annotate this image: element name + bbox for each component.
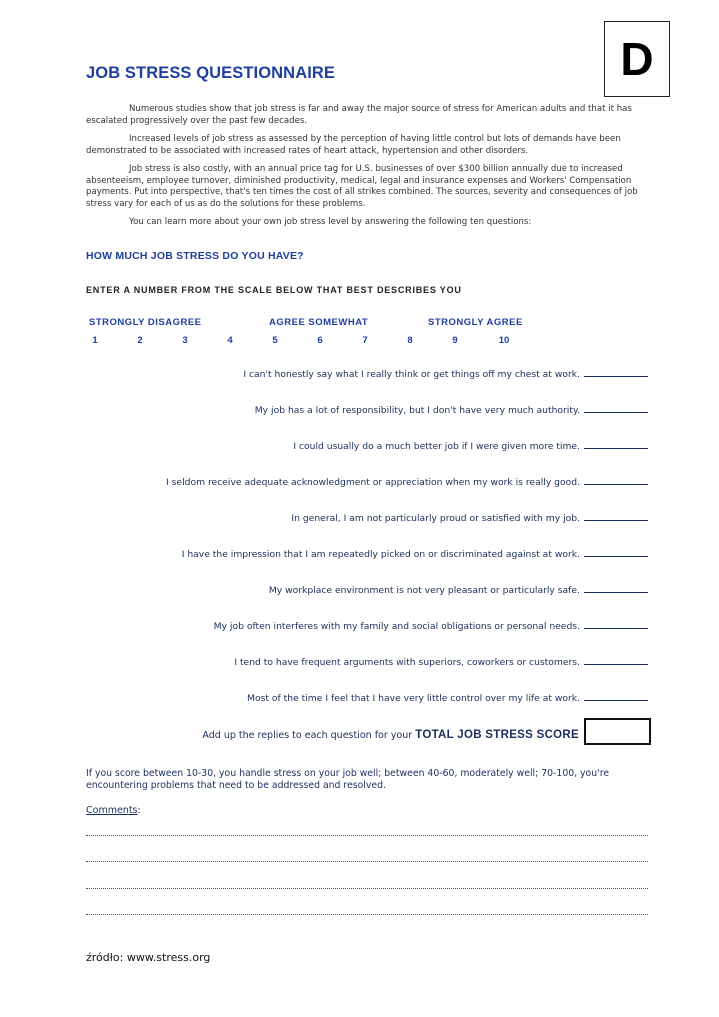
intro-paragraph: Job stress is also costly, with an annual price tag for U.S. businesses of over $300 billion annually due to increased absenteeism, employee turnover, diminished productivity, medical, legal and insurance expenses and Workers' Compensation payments. Put into perspective, that's ten times the cost of all strikes combined. The sources, severity and consequences of job stress vary for each of us as do the solutions for these problems. [86,164,638,209]
question-text: I have the impression that I am repeatedly picked on or discriminated against at work. [181,549,580,560]
question-text: In general, I am not particularly proud or satisfied with my job. [291,513,580,524]
scale-number: 2 [137,335,143,346]
question-row [86,655,648,669]
question-text: I can't honestly say what I really think or get things off my chest at work. [243,369,580,380]
score-interpretation: If you score between 10-30, you handle stress on your job well; between 40-60, moderately well; 70-100, you're encountering problems that need to be addressed and resolved. [86,768,610,791]
intro-paragraph: Numerous studies show that job stress is far and away the major source of stress for American adults and that it has escalated progressively over the past few decades. [86,104,632,126]
scale-label-agree-somewhat: AGREE SOMEWHAT [269,317,369,328]
question-row [86,475,648,489]
comments-label: Comments [86,805,138,816]
page-title: JOB STRESS QUESTIONNAIRE [86,64,336,82]
answer-blank[interactable] [584,691,648,701]
total-score-row [86,729,579,741]
scale-number: 10 [498,335,510,346]
intro-paragraph: Increased levels of job stress as assessed by the perception of having little control but lots of demands have been demonstrated to be associated with increased rates of heart attack, hypertension and other disorders. [86,134,621,156]
source-credit: źródło: www.stress.org [86,951,211,964]
section-badge: D [604,21,670,97]
comment-line[interactable] [86,880,648,889]
scale-number: 5 [272,335,278,346]
answer-blank[interactable] [584,655,648,665]
comments-colon: : [137,805,141,816]
question-text: My workplace environment is not very pleasant or particularly safe. [268,585,580,596]
answer-blank[interactable] [584,475,648,485]
question-row [86,367,648,381]
answer-blank[interactable] [584,547,648,557]
scale-number: 8 [407,335,413,346]
question-row [86,691,648,705]
question-text: Most of the time I feel that I have very little control over my life at work. [247,693,580,704]
question-text: My job often interferes with my family and social obligations or personal needs. [213,621,580,632]
comments-heading [86,805,141,816]
answer-blank[interactable] [584,403,648,413]
question-row [86,619,648,633]
intro-paragraph: You can learn more about your own job stress level by answering the following ten questions: [129,217,532,227]
section-heading: HOW MUCH JOB STRESS DO YOU HAVE? [86,250,304,262]
scale-number: 3 [182,335,188,346]
comment-line[interactable] [86,853,648,862]
scale-label-strongly-disagree: STRONGLY DISAGREE [89,317,202,328]
question-row [86,403,648,417]
scale-number: 4 [227,335,233,346]
answer-blank[interactable] [584,619,648,629]
scale-number: 1 [92,335,98,346]
question-row [86,439,648,453]
scale-number: 6 [317,335,323,346]
comment-line[interactable] [86,827,648,836]
answer-blank[interactable] [584,511,648,521]
total-score-prefix: Add up the replies to each question for your [202,730,413,741]
answer-blank[interactable] [584,367,648,377]
question-row [86,547,648,561]
question-text: I tend to have frequent arguments with superiors, coworkers or customers. [234,657,580,668]
intro-text [86,104,648,236]
comment-line[interactable] [86,906,648,915]
total-score-label: TOTAL JOB STRESS SCORE [415,729,579,741]
answer-blank[interactable] [584,583,648,593]
instruction-text: ENTER A NUMBER FROM THE SCALE BELOW THAT BEST DESCRIBES YOU [86,285,462,295]
scale-number: 7 [362,335,368,346]
question-text: I seldom receive adequate acknowledgment or appreciation when my work is really good. [166,477,580,488]
scale-label-strongly-agree: STRONGLY AGREE [428,317,523,328]
answer-blank[interactable] [584,439,648,449]
question-text: My job has a lot of responsibility, but I don't have very much authority. [254,405,580,416]
question-row [86,511,648,525]
question-row [86,583,648,597]
question-text: I could usually do a much better job if I were given more time. [293,441,580,452]
total-score-box[interactable] [584,718,651,745]
scale-number: 9 [452,335,458,346]
